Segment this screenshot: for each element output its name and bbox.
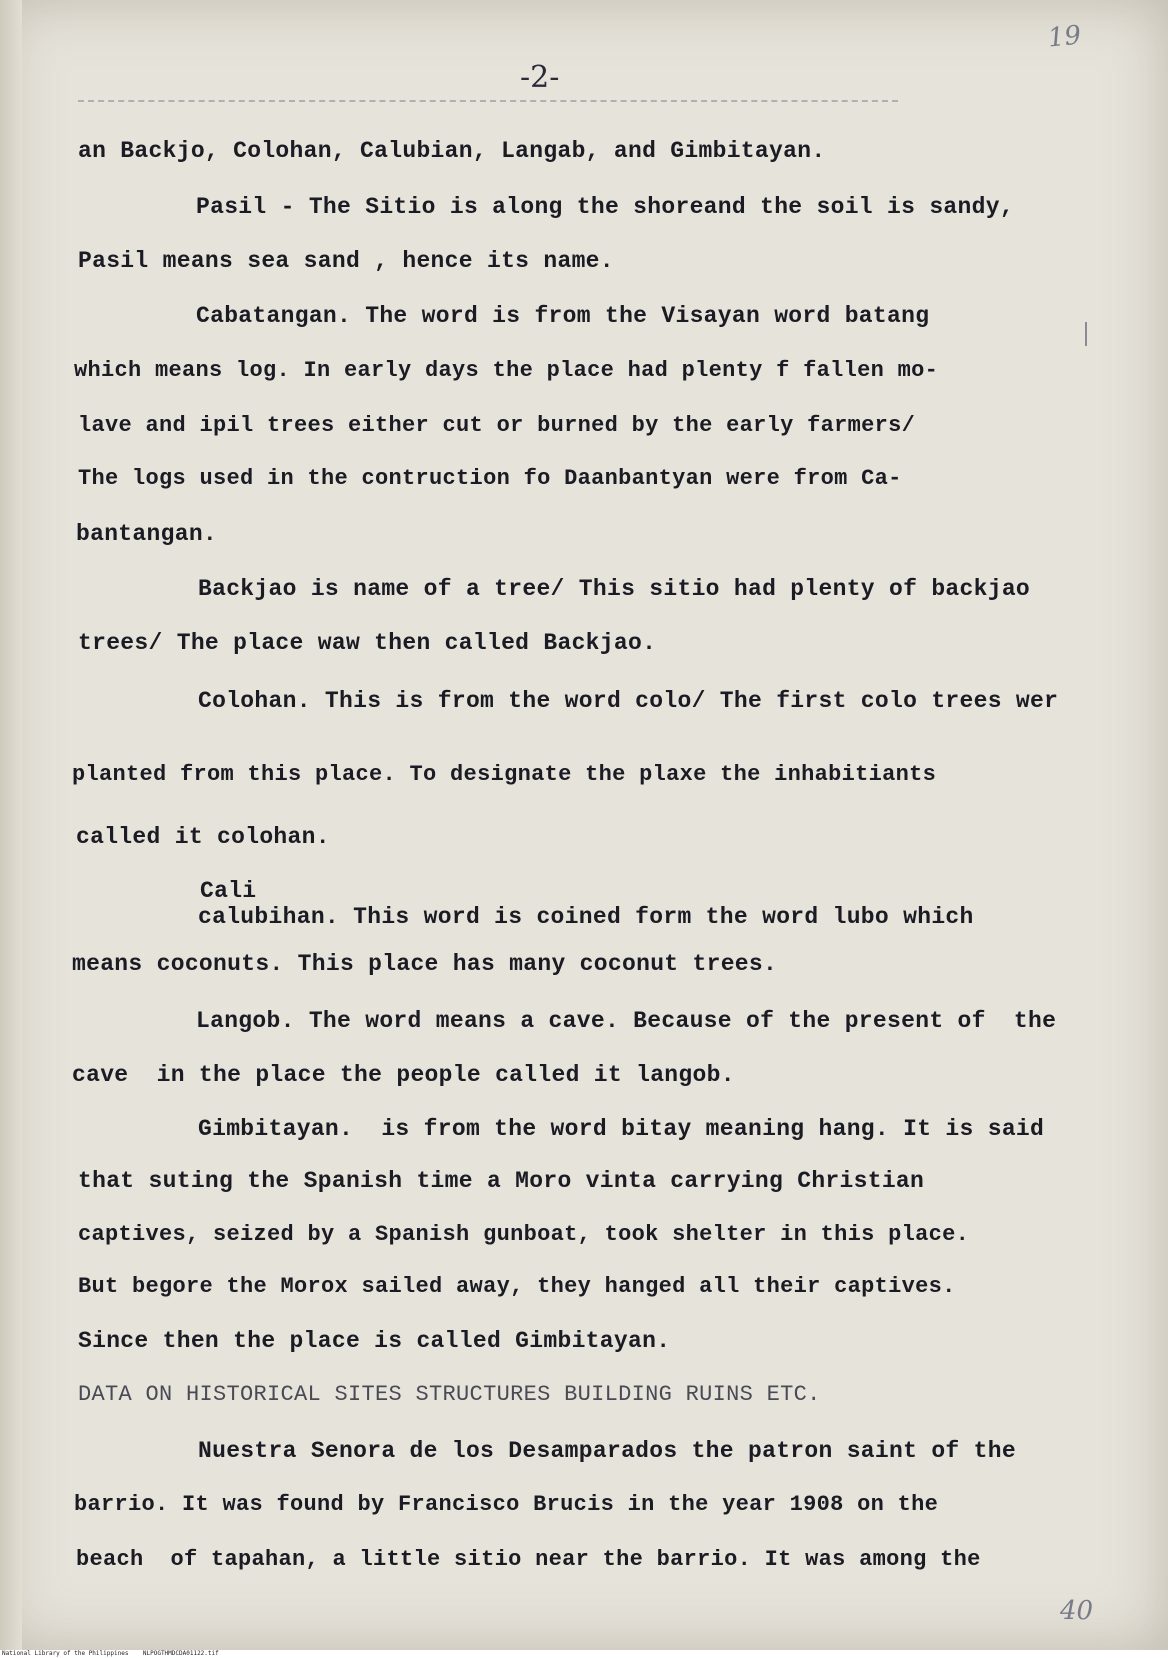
margin-mark	[1085, 322, 1087, 346]
archive-footer: National Library of the Philippines NLPOGTHMDCDA01122.tif	[2, 1650, 219, 1657]
text-line: beach of tapahan, a little sitio near the barrio. It was among the	[76, 1547, 981, 1572]
text-line: Since then the place is called Gimbitayan.	[78, 1328, 671, 1354]
text-line: that suting the Spanish time a Moro vinta carrying Christian	[78, 1168, 925, 1194]
text-line: Colohan. This is from the word colo/ The first colo trees wer	[198, 688, 1059, 714]
text-line: captives, seized by a Spanish gunboat, took shelter in this place.	[78, 1222, 970, 1247]
text-line: calubihan. This word is coined form the word lubo which	[198, 904, 974, 930]
corner-number-bottom: 40	[1060, 1596, 1094, 1626]
text-line: cave in the place the people called it langob.	[72, 1062, 735, 1088]
text-line: Pasil - The Sitio is along the shoreand the soil is sandy,	[196, 194, 1014, 220]
text-line: means coconuts. This place has many coconut trees.	[72, 951, 778, 977]
text-line: Cali	[200, 878, 257, 904]
section-heading: DATA ON HISTORICAL SITES STRUCTURES BUILDING RUINS ETC.	[78, 1382, 821, 1407]
page-number: -2-	[520, 60, 560, 95]
text-line: bantangan.	[76, 521, 218, 547]
text-line: The logs used in the contruction fo Daanbantyan were from Ca-	[78, 466, 902, 491]
text-line: Langob. The word means a cave. Because of the present of the	[196, 1008, 1057, 1034]
text-line: Pasil means sea sand , hence its name.	[78, 248, 614, 274]
text-line: Nuestra Senora de los Desamparados the patron saint of the	[198, 1438, 1016, 1464]
text-line: lave and ipil trees either cut or burned by the early farmers/	[78, 413, 916, 438]
text-line: planted from this place. To designate the plaxe the inhabitiants	[72, 762, 937, 787]
text-line: which means log. In early days the place had plenty f fallen mo-	[74, 358, 939, 383]
text-line: Backjao is name of a tree/ This sitio had plenty of backjao	[198, 576, 1031, 602]
text-line: Gimbitayan. is from the word bitay meaning hang. It is said	[198, 1116, 1045, 1142]
binding-edge	[0, 0, 22, 1650]
text-line: called it colohan.	[76, 824, 330, 850]
header-rule	[78, 100, 898, 102]
corner-number-top: 19	[1046, 20, 1083, 54]
text-line: trees/ The place waw then called Backjao.	[78, 630, 657, 656]
text-line: But begore the Morox sailed away, they hanged all their captives.	[78, 1274, 956, 1299]
text-line: barrio. It was found by Francisco Brucis in the year 1908 on the	[74, 1492, 939, 1517]
text-line: an Backjo, Colohan, Calubian, Langab, and Gimbitayan.	[78, 138, 826, 164]
text-line: Cabatangan. The word is from the Visayan word batang	[196, 303, 930, 329]
